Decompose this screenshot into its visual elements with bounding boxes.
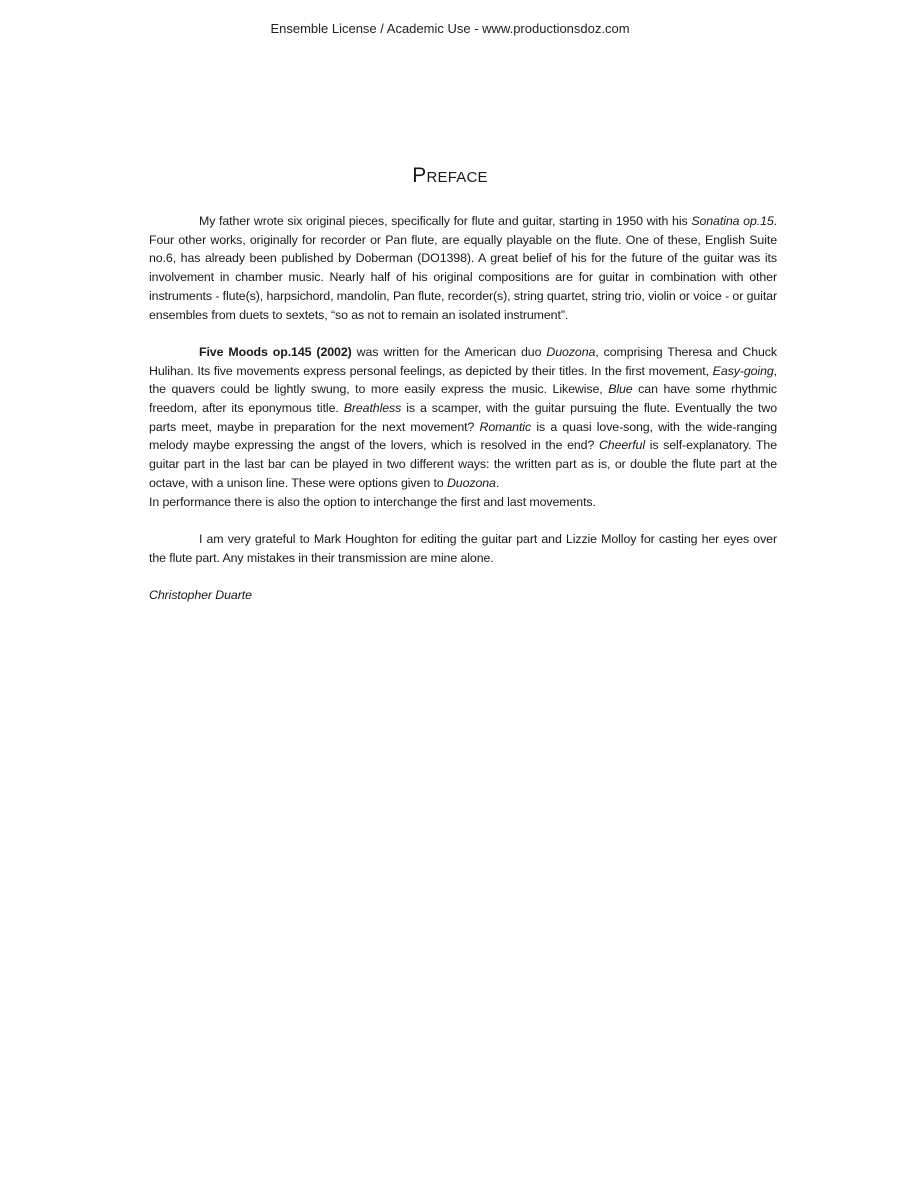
paragraph-intro xyxy=(149,212,777,324)
duo-name-2: Duozona xyxy=(446,475,496,490)
movement-easy-going: Easy-going xyxy=(712,363,774,378)
moods-text-2: , comprising Theresa and Chuck Hulihan. Its five movements express personal feelings, as depicted by their titles. In the first movement, xyxy=(149,344,777,378)
movement-romantic: Romantic xyxy=(479,419,532,434)
page-title: Preface xyxy=(412,164,488,187)
paragraph-five-moods xyxy=(149,343,777,493)
preface-body xyxy=(149,212,777,605)
moods-text-4: can have some rhythmic freedom, after its eponymous title. xyxy=(149,382,777,416)
movement-breathless: Breathless xyxy=(343,401,402,416)
paragraph-thanks: I am very grateful to Mark Houghton for editing the guitar part and Lizzie Molloy for casting her eyes over the flute part. Any mistakes in their transmission are mine alone. xyxy=(149,531,777,565)
intro-text-2: . Four other works, originally for recorder or Pan flute, are equally playable on the flute. One of these, English Suite no.6, has already been published by Doberman (DO1398). A great belief of his for the future of the guitar was its involvement in chamber music. Nearly half of his original compositions are for guitar in combination with other instruments - flute(s), harpsichord, mandolin, Pan flute, recorder(s), string quartet, string trio, violin or voice - or guitar ensembles from duets to sextets, “so as not to remain an isolated instrument”. xyxy=(149,214,778,322)
paragraph-gap xyxy=(149,324,777,343)
license-header: Ensemble License / Academic Use - www.productionsdoz.com xyxy=(270,21,630,36)
movement-blue: Blue xyxy=(608,382,633,397)
moods-text-5: is a scamper, with the guitar pursuing the flute. Eventually the two parts meet, maybe in preparation for the next movement? xyxy=(149,401,777,434)
moods-text-6: is a quasi love-song, with the wide-ranging melody maybe expressing the angst of the lovers, which is resolved in the end? xyxy=(149,419,777,453)
signature: Christopher Duarte xyxy=(149,588,252,603)
moods-text-1: was written for the American duo xyxy=(351,344,547,359)
paragraph-gap xyxy=(149,511,777,530)
sonatina-title: Sonatina op.15 xyxy=(691,214,774,228)
moods-text-8: . xyxy=(495,475,500,490)
duo-name: Duozona xyxy=(546,344,596,359)
paragraph-gap xyxy=(149,567,777,586)
moods-text-7: is self-explanatory. The guitar part in the last bar can be played in two different ways: the written part as is, or double the flute part at the octave, with a unison line. These were options given to xyxy=(149,438,777,490)
paragraph-performance: In performance there is also the option to interchange the first and last movements. xyxy=(149,494,596,509)
intro-text-1: My father wrote six original pieces, specifically for flute and guitar, starting in 1950 with his xyxy=(199,214,692,228)
work-title: Five Moods op.145 (2002) xyxy=(199,344,352,359)
moods-text-3: , the quavers could be lightly swung, to more easily express the music. Likewise, xyxy=(149,363,777,397)
movement-cheerful: Cheerful xyxy=(598,438,645,453)
